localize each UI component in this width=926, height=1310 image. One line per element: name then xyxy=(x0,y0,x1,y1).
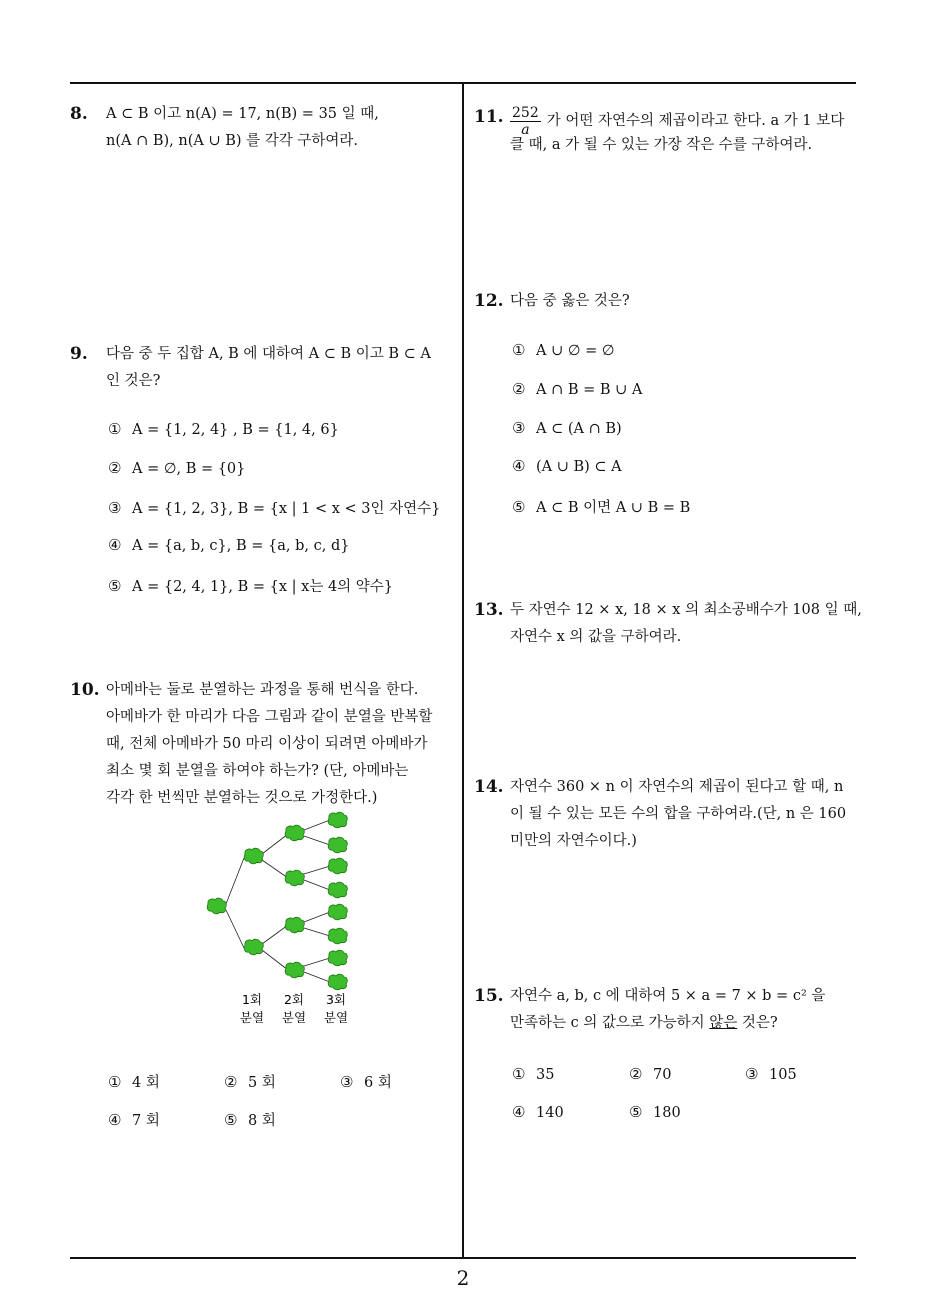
choice-text: 8 회 xyxy=(248,1113,276,1129)
choice-mark: ⑤ xyxy=(224,1111,238,1129)
figure-label: 분열 xyxy=(323,1010,349,1025)
choice-mark: ④ xyxy=(108,536,122,554)
question-text: 클 때, a 가 될 수 있는 가장 작은 수를 구하여라. xyxy=(510,137,813,153)
choice-mark: ② xyxy=(512,380,526,398)
figure-label: 1회 xyxy=(241,992,263,1007)
question-text: A ⊂ B 이고 n(A) = 17, n(B) = 35 일 때, xyxy=(106,106,379,122)
choice-item[interactable] xyxy=(108,1071,160,1092)
choice-text: A ∩ B = B ∪ A xyxy=(536,382,643,398)
choice-text: 4 회 xyxy=(132,1075,160,1091)
amoeba-icon xyxy=(328,882,347,898)
choice-item[interactable] xyxy=(224,1109,276,1130)
question-text: 것은? xyxy=(737,1015,778,1031)
choice-item[interactable] xyxy=(108,420,339,438)
choice-item[interactable] xyxy=(108,536,349,554)
choice-item[interactable] xyxy=(512,496,690,517)
figure-label: 3회 xyxy=(325,992,347,1007)
choice-text: A = {1, 2, 3}, B = {x | 1 < x < 3인 자연수} xyxy=(132,501,441,517)
choice-text: A ⊂ B 이면 A ∪ B = B xyxy=(536,500,691,516)
amoeba-icon xyxy=(285,825,304,841)
choice-item[interactable] xyxy=(512,380,642,398)
choice-mark: ③ xyxy=(108,499,122,517)
question-number: 15. xyxy=(474,986,504,1006)
question-text: 가 어떤 자연수의 제곱이라고 한다. a 가 1 보다 xyxy=(546,113,845,129)
choice-text: A ∪ ∅ = ∅ xyxy=(536,343,615,359)
choice-text: A = {a, b, c}, B = {a, b, c, d} xyxy=(132,538,350,554)
question-text: 두 자연수 12 × x, 18 × x 의 최소공배수가 108 일 때, xyxy=(510,602,862,618)
choice-mark: ④ xyxy=(108,1111,122,1129)
question-number: 9. xyxy=(70,344,88,364)
choice-text: A = ∅, B = {0} xyxy=(132,461,246,477)
question-number: 8. xyxy=(70,104,88,124)
choice-mark: ③ xyxy=(745,1065,759,1083)
choice-mark: ① xyxy=(512,341,526,359)
question-text: 다음 중 옳은 것은? xyxy=(510,293,630,309)
question-text: 자연수 x 의 값을 구하여라. xyxy=(510,629,682,645)
column-divider xyxy=(462,82,464,1259)
question-number: 14. xyxy=(474,777,504,797)
amoeba-icon xyxy=(328,812,347,828)
question-text: 때, 전체 아메바가 50 마리 이상이 되려면 아메바가 xyxy=(106,736,428,752)
choice-mark: ② xyxy=(108,459,122,477)
underlined-text: 않은 xyxy=(709,1015,738,1031)
question-text: 다음 중 두 집합 A, B 에 대하여 A ⊂ B 이고 B ⊂ A xyxy=(106,346,431,362)
amoeba-icon xyxy=(285,870,304,886)
question-number: 12. xyxy=(474,291,504,311)
figure-label: 분열 xyxy=(239,1010,265,1025)
question-text: 최소 몇 회 분열을 하여야 하는가? (단, 아메바는 xyxy=(106,763,409,779)
choice-item[interactable] xyxy=(629,1065,671,1083)
choice-item[interactable] xyxy=(108,1109,160,1130)
choice-mark: ③ xyxy=(340,1073,354,1091)
question-text: 미만의 자연수이다.) xyxy=(510,833,637,849)
figure-label: 분열 xyxy=(281,1010,307,1025)
choice-mark: ⑤ xyxy=(512,498,526,516)
choice-item[interactable] xyxy=(629,1103,681,1121)
amoeba-icon xyxy=(285,962,304,978)
choice-mark: ① xyxy=(108,1073,122,1091)
division-lines xyxy=(226,820,330,982)
question-text: 각각 한 번씩만 분열하는 것으로 가정한다.) xyxy=(106,790,378,806)
amoeba-icon xyxy=(328,837,347,853)
choice-text: 70 xyxy=(653,1067,672,1083)
choice-text: 35 xyxy=(536,1067,555,1083)
question-number: 10. xyxy=(70,680,100,700)
choice-mark: ⑤ xyxy=(108,577,122,595)
question-text: 자연수 a, b, c 에 대하여 5 × a = 7 × b = c² 을 xyxy=(510,988,826,1004)
amoeba-icon xyxy=(328,858,347,874)
choice-item[interactable] xyxy=(108,575,393,596)
bottom-rule xyxy=(70,1257,856,1259)
amoeba-division-figure xyxy=(200,810,370,1030)
amoeba-icon xyxy=(328,928,347,944)
amoeba-icon xyxy=(285,917,304,933)
choice-mark: ① xyxy=(108,420,122,438)
choice-mark: ③ xyxy=(512,419,526,437)
amoeba-icon xyxy=(328,904,347,920)
choice-item[interactable] xyxy=(512,457,622,475)
question-text: 인 것은? xyxy=(106,373,161,389)
choice-item[interactable] xyxy=(108,459,245,477)
choice-item[interactable] xyxy=(108,497,440,518)
question-text: 자연수 360 × n 이 자연수의 제곱이 된다고 할 때, n xyxy=(510,779,844,795)
choice-text: 5 회 xyxy=(248,1075,276,1091)
choice-mark: ② xyxy=(629,1065,643,1083)
choice-text: A = {1, 2, 4} , B = {1, 4, 6} xyxy=(132,422,339,438)
choice-mark: ⑤ xyxy=(629,1103,643,1121)
choice-item[interactable] xyxy=(512,341,614,359)
choice-item[interactable] xyxy=(512,1065,554,1083)
question-text: 이 될 수 있는 모든 수의 합을 구하여라.(단, n 은 160 xyxy=(510,806,847,822)
choice-item[interactable] xyxy=(340,1071,392,1092)
choice-item[interactable] xyxy=(224,1071,276,1092)
fraction-denominator: a xyxy=(521,121,530,138)
question-text: 만족하는 c 의 값으로 가능하지 xyxy=(510,1015,710,1031)
choice-text: A ⊂ (A ∩ B) xyxy=(536,421,622,437)
choice-text: (A ∪ B) ⊂ A xyxy=(536,459,622,475)
question-text: 아메바는 둘로 분열하는 과정을 통해 번식을 한다. xyxy=(106,682,419,698)
page-number: 2 xyxy=(456,1266,470,1290)
choice-mark: ② xyxy=(224,1073,238,1091)
question-text: n(A ∩ B), n(A ∪ B) 를 각각 구하여라. xyxy=(106,133,358,149)
amoeba-icon xyxy=(328,974,347,990)
choice-mark: ① xyxy=(512,1065,526,1083)
choice-text: 105 xyxy=(769,1067,797,1083)
choice-item[interactable] xyxy=(512,419,622,437)
choice-text: A = {2, 4, 1}, B = {x | x는 4의 약수} xyxy=(132,579,394,595)
question-text: 아메바가 한 마리가 다음 그림과 같이 분열을 반복할 xyxy=(106,709,433,725)
choice-item[interactable] xyxy=(745,1065,797,1083)
question-number: 11. xyxy=(474,107,504,127)
choice-text: 140 xyxy=(536,1105,564,1121)
choice-text: 6 회 xyxy=(364,1075,392,1091)
choice-item[interactable] xyxy=(512,1103,564,1121)
figure-label: 2회 xyxy=(283,992,305,1007)
amoeba-icon xyxy=(328,950,347,966)
choice-text: 180 xyxy=(653,1105,681,1121)
choice-mark: ④ xyxy=(512,1103,526,1121)
amoeba-icon xyxy=(244,848,263,864)
question-number: 13. xyxy=(474,600,504,620)
amoeba-icon xyxy=(244,939,263,955)
choice-mark: ④ xyxy=(512,457,526,475)
choice-text: 7 회 xyxy=(132,1113,160,1129)
fraction-numerator: 252 xyxy=(512,104,539,121)
amoeba-icon xyxy=(207,898,226,914)
